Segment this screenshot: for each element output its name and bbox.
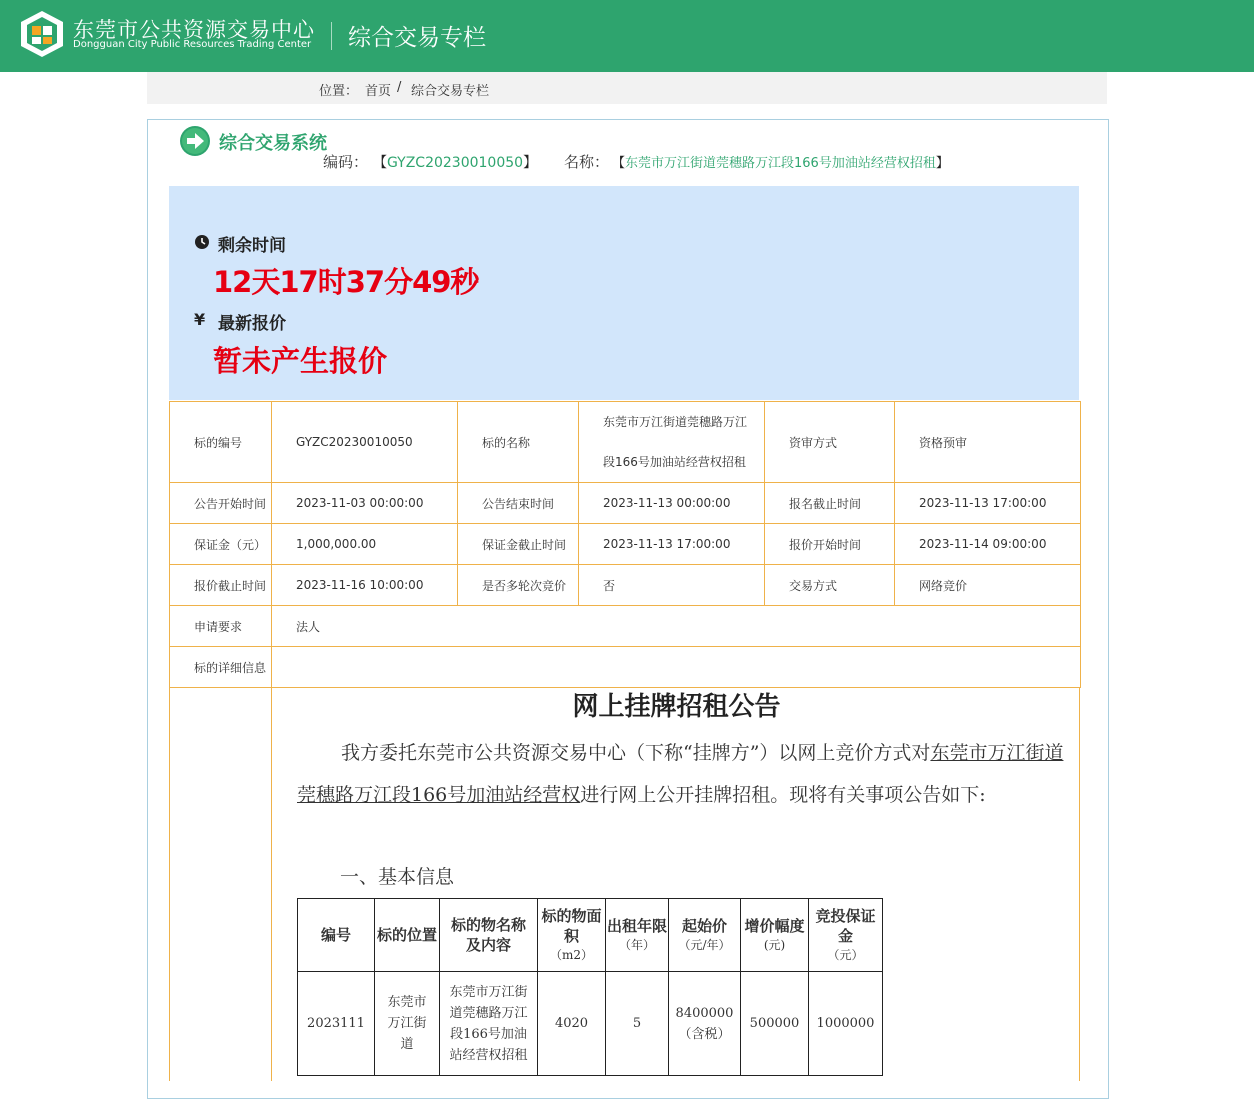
table-cell-value: 法人 (272, 606, 1081, 647)
table-cell-label: 公告结束时间 (458, 483, 579, 524)
notice-paragraph (297, 732, 1077, 816)
code-bracket-open: 【 (373, 155, 387, 171)
table-cell-value: 2023-11-13 17:00:00 (579, 524, 765, 565)
table-cell-label: 标的详细信息 (170, 647, 272, 688)
table-cell-label: 标的编号 (170, 402, 272, 483)
name-bracket-close: 】 (935, 156, 949, 171)
column-header: 增价幅度 (元) (741, 899, 809, 972)
table-cell-label: 保证金截止时间 (458, 524, 579, 565)
header-divider (331, 22, 332, 50)
column-header: 标的位置 (375, 899, 440, 972)
breadcrumb-home-link[interactable]: 首页 (365, 84, 392, 99)
notice-subject-link[interactable]: 东莞市万江街道莞穗路万江段166号加油站经营权 (297, 742, 1064, 806)
table-cell-value: 2023-11-03 00:00:00 (272, 483, 458, 524)
breadcrumb-label: 位置： (319, 84, 359, 99)
table-cell-value: 网络竞价 (895, 565, 1081, 606)
table-row (170, 606, 1081, 647)
yen-icon: ¥ (194, 310, 206, 329)
table-cell-label: 申请要求 (170, 606, 272, 647)
table-cell-label: 报价截止时间 (170, 565, 272, 606)
detail-border-left (169, 688, 170, 1081)
table-row (170, 402, 1081, 483)
notice-title: 网上挂牌招租公告 (572, 692, 781, 722)
table-cell: 东莞市万江街道 (375, 972, 440, 1076)
table-cell-value: 2023-11-13 17:00:00 (895, 483, 1081, 524)
clock-icon (194, 234, 210, 250)
code-value (373, 152, 537, 172)
breadcrumb (147, 72, 1107, 104)
table-cell: 500000 (741, 972, 809, 1076)
notice-text-b: 进行网上公开挂牌招租。现将有关事项公告如下: (580, 784, 986, 806)
table-row (170, 565, 1081, 606)
column-header: 竞投保证金 （元） (809, 899, 883, 972)
column-header: 编号 (298, 899, 375, 972)
latest-price-label: 最新报价 (218, 314, 286, 334)
notice-text-a: 我方委托东莞市公共资源交易中心（下称“挂牌方”）以网上竞价方式对 (341, 742, 931, 764)
info-table (169, 401, 1081, 688)
breadcrumb-separator: / (397, 80, 402, 95)
table-cell: 东莞市万江街道莞穗路万江段166号加油站经营权招租 (440, 972, 538, 1076)
table-cell-label: 保证金（元） (170, 524, 272, 565)
table-cell-label: 报价开始时间 (765, 524, 895, 565)
table-cell-label: 标的名称 (458, 402, 579, 483)
table-cell-value: 1,000,000.00 (272, 524, 458, 565)
column-header: 标的物名称 及内容 (440, 899, 538, 972)
code-value-text: GYZC20230010050 (387, 155, 524, 171)
code-label: 编码： (323, 153, 369, 171)
table-cell-value: 否 (579, 565, 765, 606)
table-cell-label: 交易方式 (765, 565, 895, 606)
name-value-text: 东莞市万江街道莞穗路万江段166号加油站经营权招租 (625, 156, 936, 171)
table-cell: 2023111 (298, 972, 375, 1076)
table-row (170, 524, 1081, 565)
table-row (170, 647, 1081, 688)
table-row (298, 972, 883, 1076)
table-cell-value: 资格预审 (895, 402, 1081, 483)
column-header: 标的物面积 （m2） (538, 899, 606, 972)
breadcrumb-current[interactable]: 综合交易专栏 (411, 84, 490, 99)
center-logo-icon[interactable] (18, 9, 66, 59)
table-cell-value: 2023-11-13 00:00:00 (579, 483, 765, 524)
table-cell-label: 报名截止时间 (765, 483, 895, 524)
table-cell: 5 (606, 972, 669, 1076)
remaining-time-value: 12天17时37分49秒 (213, 265, 479, 299)
name-label: 名称： (564, 153, 610, 171)
system-title: 综合交易系统 (219, 133, 327, 154)
basic-info-table (297, 898, 883, 1076)
table-cell-value: 2023-11-16 10:00:00 (272, 565, 458, 606)
table-cell-label: 资审方式 (765, 402, 895, 483)
logo-title-en[interactable]: Dongguan City Public Resources Trading Center (73, 39, 312, 50)
table-cell-value: 2023-11-14 09:00:00 (895, 524, 1081, 565)
section-title: 综合交易专栏 (348, 25, 486, 51)
logo-title-cn[interactable]: 东莞市公共资源交易中心 (73, 18, 315, 42)
column-header: 起始价 （元/年） (669, 899, 741, 972)
table-row (170, 483, 1081, 524)
column-header: 出租年限 （年） (606, 899, 669, 972)
section-heading: 一、基本信息 (340, 866, 455, 888)
name-value (612, 152, 949, 171)
top-header-bar (0, 0, 1254, 72)
table-cell-value (272, 647, 1081, 688)
table-header-row (298, 899, 883, 972)
name-bracket-open: 【 (612, 156, 626, 171)
table-cell-value: 东莞市万江街道莞穗路万江段166号加油站经营权招租 (579, 402, 765, 483)
latest-price-value: 暂未产生报价 (213, 344, 388, 378)
table-cell-value: GYZC20230010050 (272, 402, 458, 483)
code-bracket-close: 】 (523, 155, 538, 171)
remaining-time-label: 剩余时间 (218, 236, 286, 256)
table-cell: 1000000 (809, 972, 883, 1076)
arrow-right-icon (179, 125, 211, 157)
table-cell-label: 是否多轮次竞价 (458, 565, 579, 606)
table-cell-label: 公告开始时间 (170, 483, 272, 524)
table-cell: 4020 (538, 972, 606, 1076)
table-cell: 8400000 （含税） (669, 972, 741, 1076)
